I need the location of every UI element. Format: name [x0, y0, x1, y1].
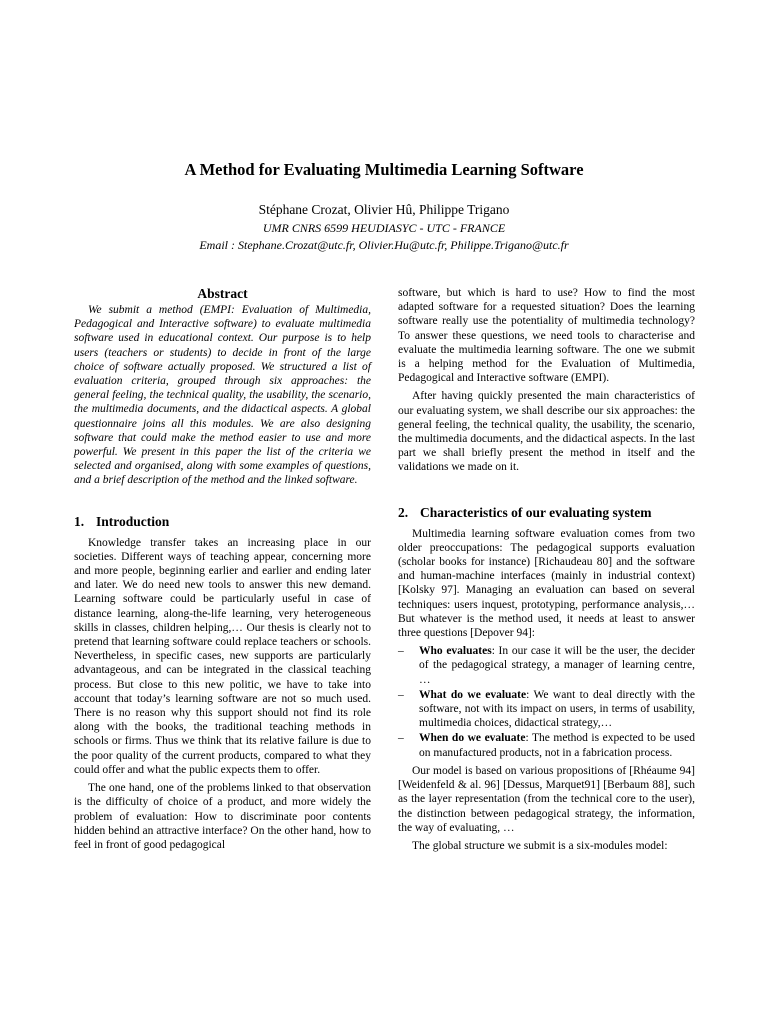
- body-paragraph: Multimedia learning software evaluation comes from two older preoccupations: The pedagogical supports evaluation (scholar books for instance) [Richaudeau 80] and the software and human-machine interfaces (mainly in industrial context) [Kolsky 97]. Managing an evaluation can based on several techniques: users inquest, prototyping, performance analysis,… But whatever is the method used, it needs at least to answer three questions [Depover 94]:: [398, 527, 695, 640]
- body-paragraph: Our model is based on various propositions of [Rhéaume 94] [Weidenfeld & al. 96] [Dessus, Marquet91] [Berbaum 88], such as the layer representation (from the technical core to the user), the distinction between pedagogical strategy, the information, the way of evaluating, …: [398, 764, 695, 834]
- list-item-text: : The method is expected to be used on manufactured products, not in a fabrication process.: [419, 732, 695, 759]
- body-paragraph: After having quickly presented the main characteristics of our evaluating system, we shall describe our six approaches: the general feeling, the technical quality, the usability, the scenario, the multimedia documents, and the didactical aspects. In the last part we shall briefly present the method in itself and the validations we made on it.: [398, 390, 695, 474]
- section-number: 2.: [398, 504, 409, 520]
- abstract-text: We submit a method (EMPI: Evaluation of Multimedia, Pedagogical and Interactive software) to evaluate multimedia software used in educational context. Our purpose is to help users (teachers or students) to decide in front of the large choice of software actually proposed. We structured a list of evaluation criteria, grouped through six approaches: the general feeling, the technical quality, the usability, the scenario, the multimedia documents, and the didactical aspects. A global questionnaire joins all this modules. We are also designing software that could make the method easier to use and more powerful. We present in this paper the list of the criteria we selected and organised, along with some examples of questions, and a brief description of the method and the linked software.: [74, 304, 371, 487]
- right-column: [398, 286, 695, 857]
- dash-marker: –: [398, 645, 404, 658]
- body-paragraph: software, but which is hard to use? How to find the most adapted software for a requested situation? Does the learning software really use the potentiality of multimedia technology? To answer these questions, we need tools to characterise and evaluate the multimedia learning software. The one we submit is a helping method for the Evaluation of Multimedia, Pedagogical and Interactive software (EMPI).: [398, 287, 695, 385]
- left-column: [74, 286, 371, 856]
- author-list: Stéphane Crozat, Olivier Hû, Philippe Trigano: [258, 202, 510, 217]
- section-title: Characteristics of our evaluating system: [420, 504, 652, 520]
- section-title: Introduction: [96, 513, 170, 529]
- list-item-text: : We want to deal directly with the software, not with its impact on users, in terms of usability, multimedia choices, didactical strategy,…: [419, 688, 695, 730]
- abstract-heading: Abstract: [197, 286, 248, 301]
- section-heading-characteristics: [398, 505, 695, 521]
- author-emails: Email : Stephane.Crozat@utc.fr, Olivier.Hu@utc.fr, Philippe.Trigano@utc.fr: [199, 238, 569, 252]
- dash-marker: –: [398, 688, 404, 701]
- list-item-term: When do we evaluate: [419, 732, 526, 745]
- body-paragraph: The one hand, one of the problems linked to that observation is the difficulty of choice of a product, and more widely the problem of evaluation: How to discriminate poor contents hidden behind an attractive interface? On the other hand, how to feel in front of good pedagogical: [74, 782, 371, 851]
- question-list: [398, 644, 695, 760]
- affiliation: UMR CNRS 6599 HEUDIASYC - UTC - FRANCE: [262, 221, 506, 235]
- dash-marker: –: [398, 732, 404, 745]
- body-paragraph: Knowledge transfer takes an increasing place in our societies. Different ways of teaching appear, concerning more and more people, beginning earlier and earlier and ending later and later. We do need new tools to answer this new demand. Learning software could be particularly useful in case of distance learning, along-the-life learning, very heterogeneous skills in classes, children helping,… Our thesis is clearly not to pretend that learning software could replace teachers or schools. Nevertheless, in specific cases, new supports are particularly advantageous, and can be integrated in the classical teaching process. But close to this new politic, we have to take into account that today’s learning software are not so much used. There is no reason why this support should not find its role along with the books, the traditional teaching methods in schools or firms. Thus we think that its relative failure is due to the poor quality of the current products, compared to what they could offer and what the public expects them to offer.: [74, 536, 371, 776]
- list-item: [398, 644, 695, 687]
- section-heading-introduction: [74, 514, 371, 530]
- list-item: [398, 731, 695, 759]
- paper-title: A Method for Evaluating Multimedia Learning Software: [184, 160, 584, 179]
- body-paragraph: The global structure we submit is a six-modules model:: [412, 839, 668, 852]
- list-item-term: What do we evaluate: [419, 688, 527, 701]
- section-number: 1.: [74, 513, 85, 529]
- list-item: [398, 688, 695, 731]
- list-item-text: : In our case it will be the user, the decider of the pedagogical strategy, a manager of learning centre, …: [419, 645, 695, 686]
- list-item-term: Who evaluates: [419, 645, 492, 658]
